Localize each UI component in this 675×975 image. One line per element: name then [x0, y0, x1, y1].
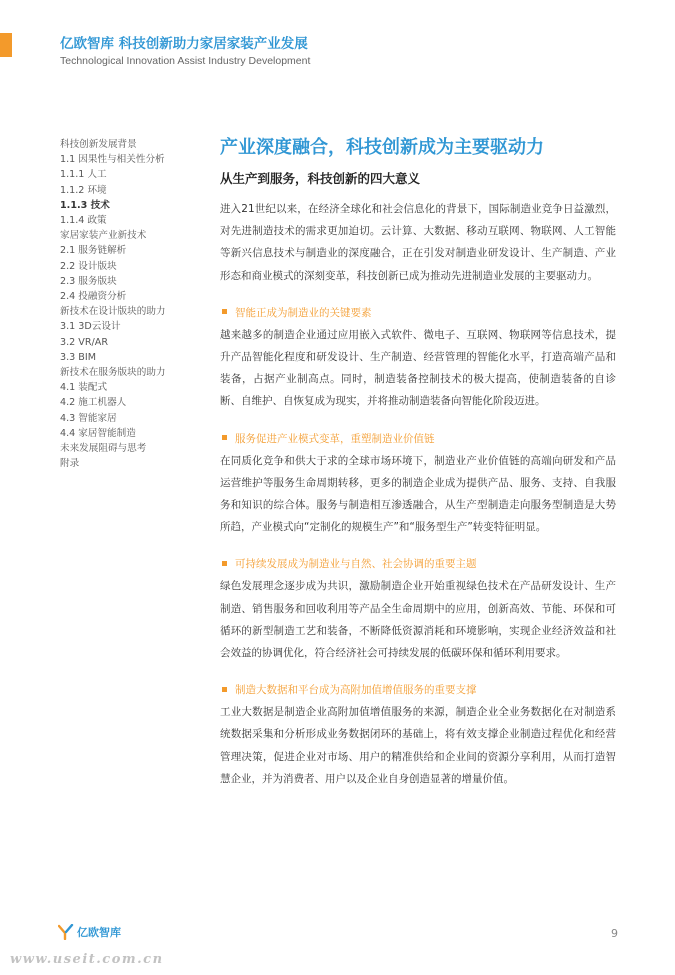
toc-item[interactable]: 2.3 服务版块 [60, 275, 117, 287]
report-title: 亿欧智库 科技创新助力家居家装产业发展 [60, 36, 308, 52]
square-bullet-icon [222, 687, 227, 692]
bullet-heading [220, 555, 616, 573]
toc-item[interactable]: 1.1.4 政策 [60, 215, 107, 227]
toc-item[interactable]: 家居家装产业新技术 [60, 230, 147, 242]
site-watermark: www.useit.com.cn [10, 952, 164, 967]
toc-item[interactable]: 2.1 服务链解析 [60, 245, 127, 257]
toc-item[interactable]: 3.3 BIM [60, 351, 96, 363]
bullet-heading [220, 681, 616, 699]
toc-item[interactable]: 科技创新发展背景 [60, 139, 137, 150]
header-accent-bar [0, 33, 12, 57]
toc-item[interactable]: 2.4 投融资分析 [60, 291, 127, 303]
section-title: 产业深度融合，科技创新成为主要驱动力 [220, 137, 544, 158]
bullet-heading [220, 430, 616, 448]
intro-paragraph: 进入21世纪以来，在经济全球化和社会信息化的背景下，国际制造业竞争日益激烈，对先进制造技术的需求更加迫切。云计算、大数据、移动互联网、物联网、人工智能等新兴信息技术与制造业的深度融合，正在引发对制造业研发设计、生产制造、产业形态和商业模式的深刻变革，科技创新已成为推动先进制造业发展的主要驱动力。 [220, 203, 616, 282]
table-of-contents [60, 137, 210, 471]
bullet-heading-text: 可持续发展成为制造业与自然、社会协调的重要主题 [235, 558, 477, 571]
toc-item[interactable]: 1.1.3 技术 [60, 199, 110, 211]
key-points [220, 304, 616, 790]
toc-item[interactable]: 新技术在服务版块的助力 [60, 367, 166, 379]
bullet-heading [220, 304, 616, 322]
toc-item[interactable]: 4.2 施工机器人 [60, 397, 127, 409]
toc-item[interactable]: 4.3 智能家居 [60, 412, 117, 424]
bullet-paragraph: 在同质化竞争和供大于求的全球市场环境下，制造业产业价值链的高端向研发和产品运营维护等服务生命周期转移，更多的制造企业成为提供产品、服务、支持、自我服务和知识的综合体。服务与制造相互渗透融合，从生产型制造走向服务型制造是大势所趋，产业模式向“定制化的规模生产”和“服务型生产”转变特征明显。 [220, 454, 616, 534]
toc-item[interactable]: 3.1 3D云设计 [60, 321, 121, 333]
brand-logo-icon [58, 924, 74, 940]
toc-item[interactable]: 1.1.2 环境 [60, 184, 107, 196]
bullet-heading-text: 服务促进产业模式变革，重塑制造业价值链 [235, 432, 435, 445]
bullet-heading-text: 制造大数据和平台成为高附加值增值服务的重要支撑 [235, 684, 477, 697]
footer-logo [58, 924, 121, 940]
toc-item[interactable]: 2.2 设计版块 [60, 260, 117, 272]
bullet-paragraph: 绿色发展理念逐步成为共识，激励制造企业开始重视绿色技术在产品研发设计、生产制造、销售服务和回收利用等产品全生命周期中的应用，创新高效、节能、环保和可循环的新型制造工艺和装备，不断降低资源消耗和环境影响，实现企业经济效益和社会效益的协调优化，符合经济社会可持续发展的低碳环保和循环利用要求。 [220, 580, 616, 660]
bullet-paragraph: 工业大数据是制造企业高附加值增值服务的来源，制造企业全业务数据化在对制造系统数据采集和分析形成业务数据闭环的基础上，将有效支撑企业制造过程优化和经营管理决策，促进企业对市场、用户的精准供给和企业间的资源分享利用，从而打造智慧企业，并为消费者、用户以及企业自身创造显著的增量价值。 [220, 706, 616, 785]
toc-item[interactable]: 4.4 家居智能制造 [60, 427, 136, 439]
footer-brand-name: 亿欧智库 [77, 926, 121, 939]
page-number: 9 [611, 927, 618, 940]
bullet-paragraph: 越来越多的制造企业通过应用嵌入式软件、微电子、互联网、物联网等信息技术，提升产品智能化程度和研发设计、生产制造、经营管理的智能化水平，打造高端产品和装备，占据产业制高点。同时，制造装备控制技术的极大提高，使制造装备的自诊断、自维护、自恢复成为现实，并将推动制造装备向智能化阶段迈进。 [220, 328, 616, 408]
toc-item[interactable]: 1.1.1 人工 [60, 169, 107, 181]
report-subtitle: Technological Innovation Assist Industry Development [60, 55, 311, 67]
section-subtitle: 从生产到服务，科技创新的四大意义 [220, 171, 421, 186]
toc-item[interactable]: 4.1 装配式 [60, 382, 108, 394]
square-bullet-icon [222, 309, 227, 314]
toc-item[interactable]: 1.1 因果性与相关性分析 [60, 154, 165, 166]
square-bullet-icon [222, 435, 227, 440]
square-bullet-icon [222, 561, 227, 566]
toc-item[interactable]: 3.2 VR/AR [60, 336, 108, 348]
main-content [220, 136, 616, 790]
toc-item[interactable]: 未来发展阻碍与思考 [60, 443, 147, 455]
toc-item[interactable]: 新技术在设计版块的助力 [60, 306, 166, 318]
bullet-heading-text: 智能正成为制造业的关键要素 [235, 306, 372, 319]
toc-item[interactable]: 附录 [60, 458, 80, 470]
